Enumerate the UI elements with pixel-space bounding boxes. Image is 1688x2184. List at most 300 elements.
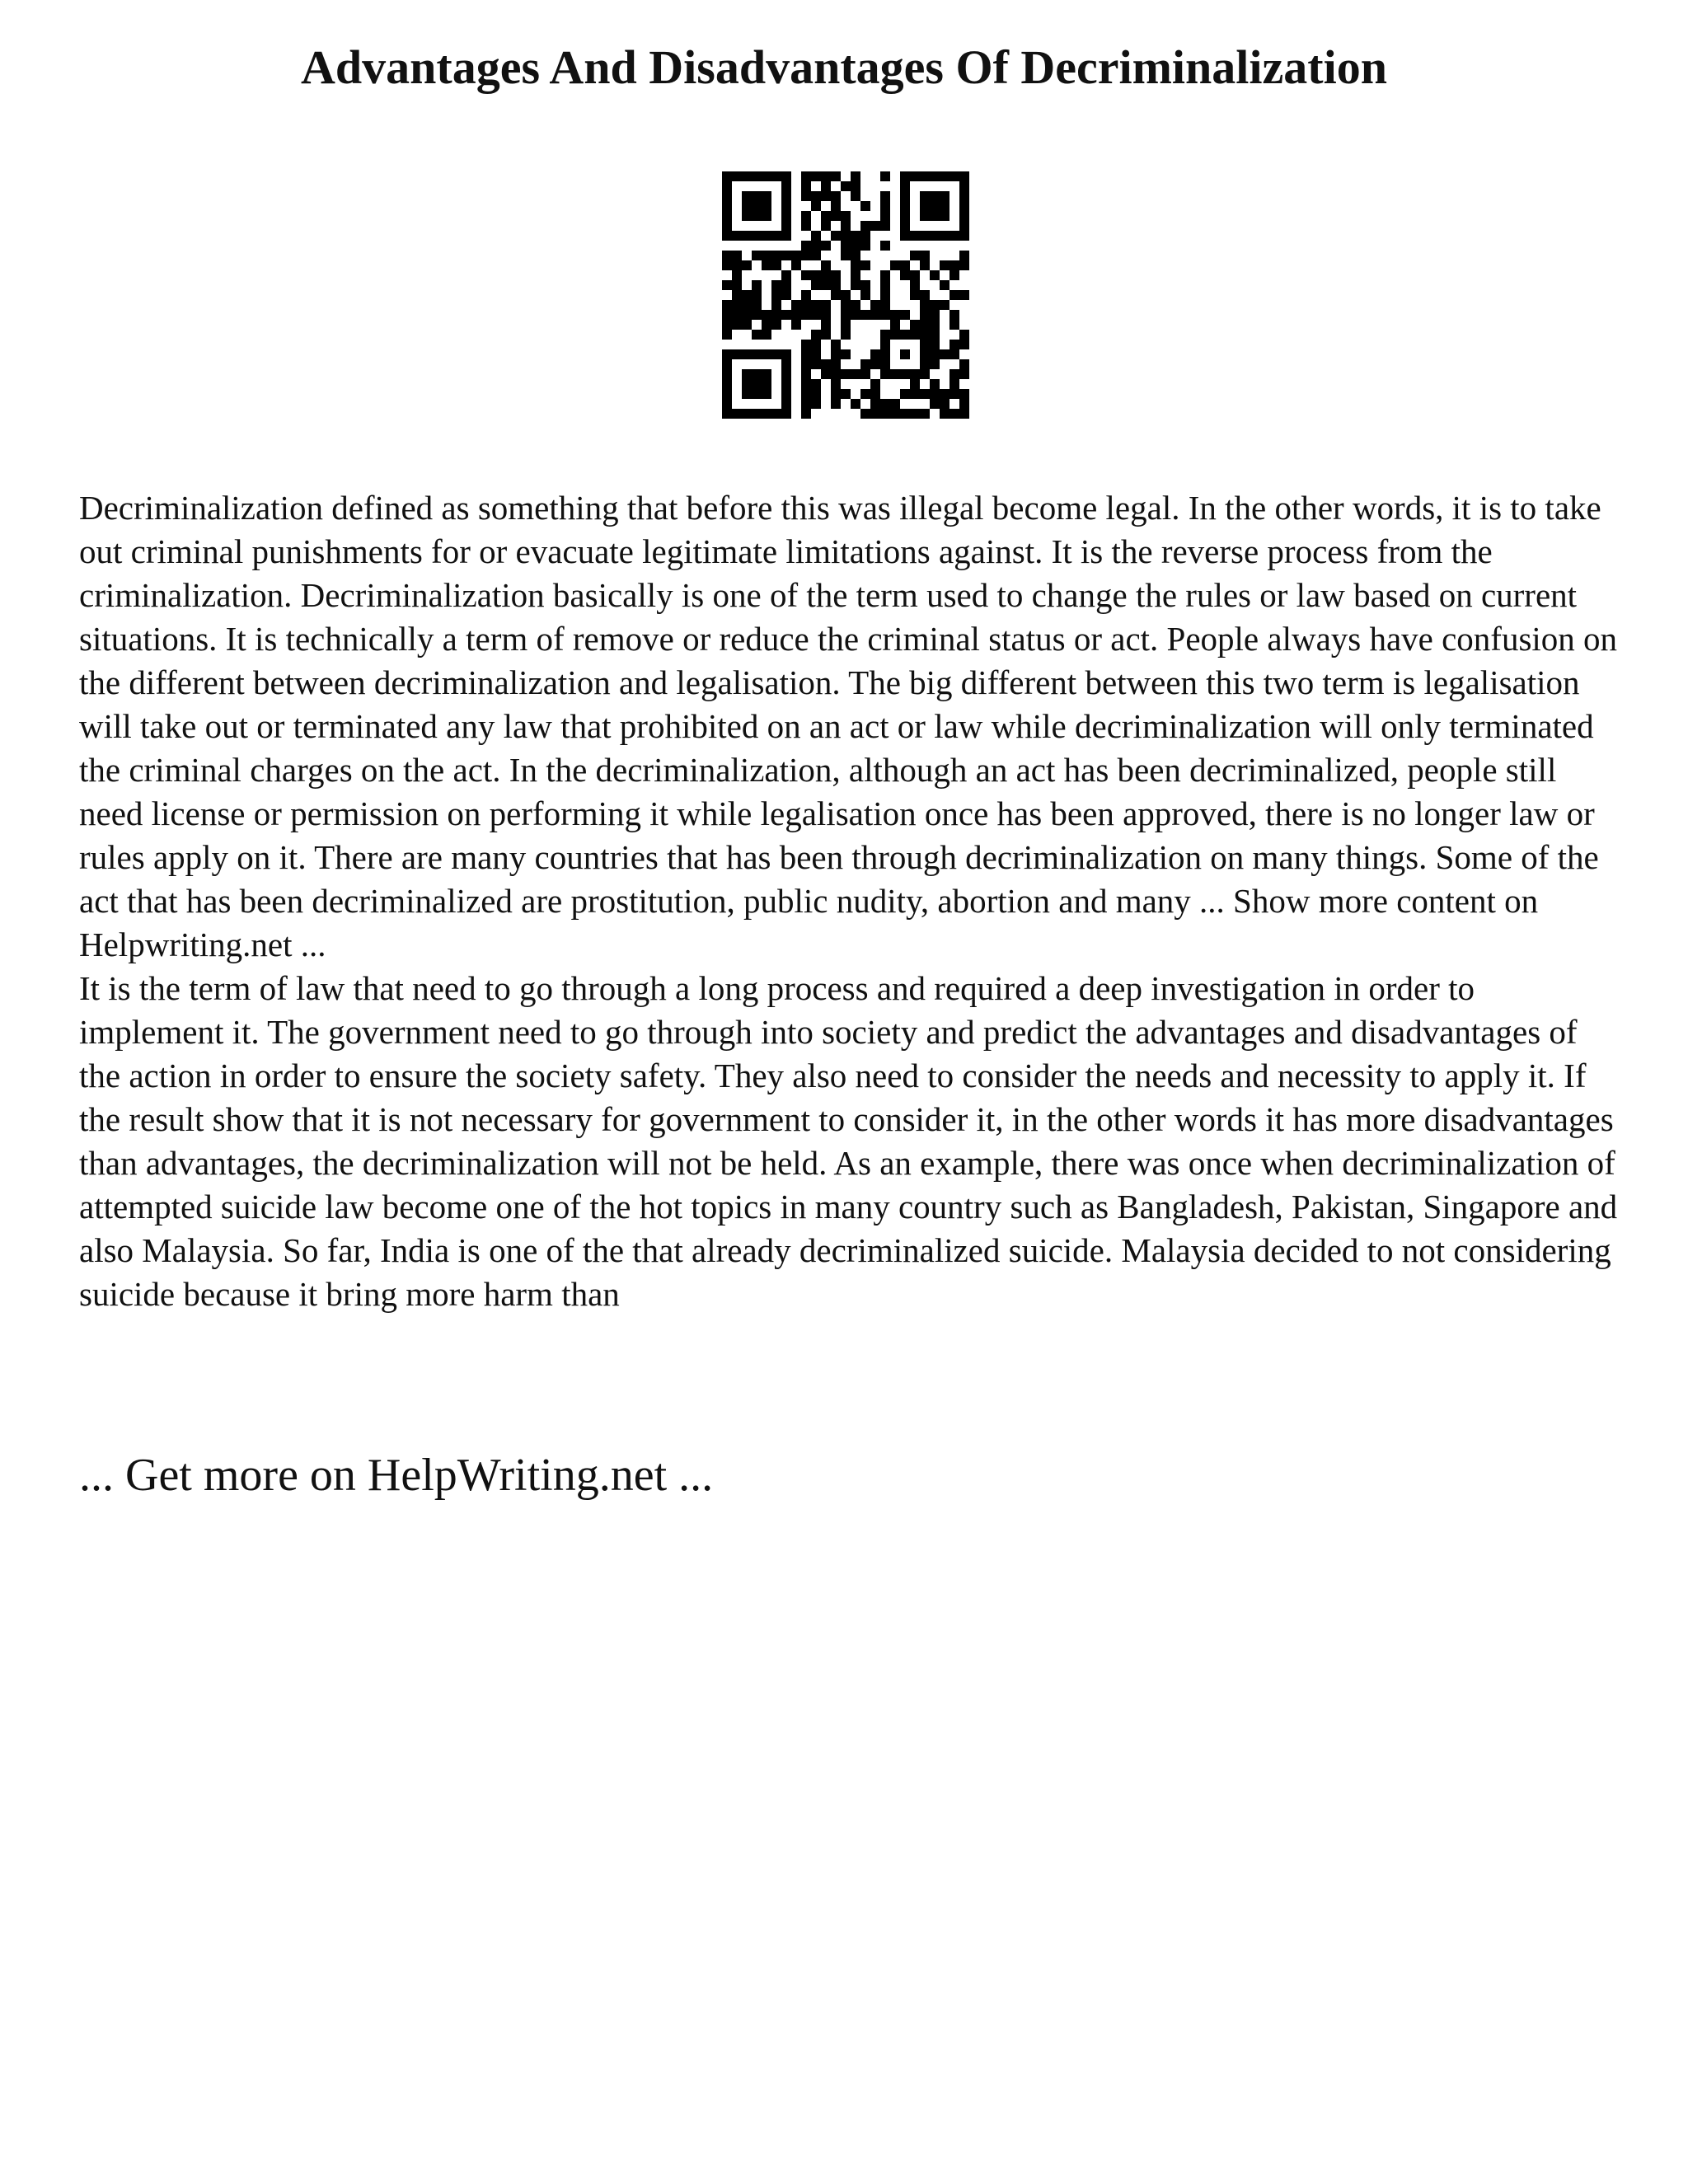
qr-module [831,211,841,221]
qr-module [821,260,831,270]
qr-module [801,409,811,419]
qr-module [870,409,880,419]
qr-module [841,290,851,300]
qr-module [752,191,762,201]
qr-module [722,181,732,191]
qr-module [870,379,880,389]
qr-module [860,389,870,399]
qr-module [732,251,742,260]
qr-module [781,409,791,419]
qr-module [930,300,940,310]
qr-module [742,231,752,241]
qr-module [771,320,781,330]
qr-module [880,369,890,379]
qr-module [880,409,890,419]
qr-module [742,369,752,379]
qr-module [722,320,732,330]
qr-module [920,330,930,340]
article-body [79,486,1620,1316]
qr-module [752,251,762,260]
get-more-link[interactable]: ... Get more on HelpWriting.net ... [79,1450,714,1501]
qr-module [762,349,771,359]
qr-module [781,379,791,389]
qr-module [781,211,791,221]
qr-module [742,379,752,389]
qr-module [920,349,930,359]
qr-module [781,359,791,369]
qr-module [801,369,811,379]
qr-module [841,211,851,221]
qr-module [841,231,851,241]
qr-module [811,280,821,290]
qr-module [880,201,890,211]
qr-module [771,171,781,181]
qr-module [781,349,791,359]
qr-module [781,221,791,231]
qr-module [900,310,910,320]
qr-module [920,251,930,260]
qr-module [959,251,969,260]
qr-module [851,241,860,251]
qr-module [930,340,940,349]
qr-module [722,330,732,340]
qr-module [811,359,821,369]
qr-module [900,389,910,399]
qr-module [950,340,959,349]
qr-module [860,260,870,270]
qr-module [900,409,910,419]
qr-module [732,260,742,270]
qr-module [732,171,742,181]
qr-module [880,359,890,369]
qr-module [811,251,821,260]
qr-module [959,389,969,399]
qr-module [781,251,791,260]
qr-module [742,191,752,201]
qr-module [801,399,811,409]
qr-module [851,280,860,290]
qr-module [821,221,831,231]
qr-module [920,310,930,320]
qr-module [959,221,969,231]
qr-module [722,191,732,201]
qr-module [722,221,732,231]
qr-module [860,231,870,241]
qr-module [940,399,950,409]
qr-module [722,379,732,389]
qr-module [762,310,771,320]
qr-module [959,191,969,201]
qr-module [841,251,851,260]
qr-module [920,300,930,310]
qr-module [870,389,880,399]
qr-module [742,171,752,181]
qr-module [890,320,900,330]
qr-module [771,231,781,241]
qr-module [860,280,870,290]
qr-module [742,320,752,330]
qr-module [722,409,732,419]
qr-module [831,270,841,280]
article-paragraph: It is the term of law that need to go through a long process and required a deep investigation in order to implement it. The government need to go through into society and predict the advantages and disadvantages of the action in order to ensure the society safety. They also need to consider the needs and necessity to apply it. If the result show that it is not necessary for government to consider it, in the other words it has more disadvantages than advantages, the decriminalization will not be held. As an example, there was once when decriminalization of attempted suicide law become one of the hot topics in many country such as Bangladesh, Pakistan, Singapore and also Malaysia. So far, India is one of the that already decriminalized suicide. Malaysia decided to not considering suicide because it bring more harm than [79,969,1618,1313]
qr-module [821,300,831,310]
qr-module [920,191,930,201]
qr-module [781,290,791,300]
qr-module [781,280,791,290]
qr-module [880,290,890,300]
qr-module [910,231,920,241]
qr-module [930,310,940,320]
qr-module [841,300,851,310]
qr-code-graphic [722,171,969,419]
qr-module [851,181,860,191]
qr-module [781,310,791,320]
qr-module [742,201,752,211]
qr-module [722,171,732,181]
qr-module [841,369,851,379]
qr-module [811,171,821,181]
qr-module [910,280,920,290]
qr-module [870,359,880,369]
qr-module [762,201,771,211]
qr-module [900,270,910,280]
qr-module [841,349,851,359]
qr-module [821,330,831,340]
qr-module [762,320,771,330]
qr-module [880,310,890,320]
qr-module [930,171,940,181]
qr-module [811,399,821,409]
qr-module [722,389,732,399]
qr-module [940,300,950,310]
qr-module [722,359,732,369]
qr-module [752,280,762,290]
qr-module [752,379,762,389]
qr-module [870,399,880,409]
qr-module [959,231,969,241]
qr-module [841,241,851,251]
qr-module [860,359,870,369]
qr-module [930,349,940,359]
qr-module [940,389,950,399]
qr-module [732,409,742,419]
qr-module [801,379,811,389]
qr-module [860,310,870,320]
qr-module [742,310,752,320]
qr-module [821,369,831,379]
qr-module [732,300,742,310]
qr-module [722,201,732,211]
qr-module [880,221,890,231]
qr-module [821,241,831,251]
qr-module [860,409,870,419]
qr-module [860,290,870,300]
qr-module [851,191,860,201]
qr-module [910,330,920,340]
qr-module [771,280,781,290]
qr-module [831,280,841,290]
qr-module [880,241,890,251]
qr-module [920,340,930,349]
qr-module [900,211,910,221]
qr-module [762,389,771,399]
qr-module [801,300,811,310]
qr-module [940,409,950,419]
qr-module [950,389,959,399]
qr-module [910,320,920,330]
qr-module [880,349,890,359]
qr-module [920,260,930,270]
qr-module [762,251,771,260]
qr-module [762,409,771,419]
qr-module [950,320,959,330]
qr-module [870,310,880,320]
qr-module [811,241,821,251]
qr-module [762,191,771,201]
qr-module [722,310,732,320]
qr-module [920,320,930,330]
qr-module [930,399,940,409]
qr-module [752,349,762,359]
qr-module [771,260,781,270]
qr-module [801,221,811,231]
qr-module [841,221,851,231]
qr-module [821,270,831,280]
qr-module [722,300,732,310]
qr-module [860,369,870,379]
qr-module [880,300,890,310]
qr-module [920,409,930,419]
qr-module [801,191,811,201]
qr-module [841,330,851,340]
qr-module [781,231,791,241]
qr-module [762,211,771,221]
qr-module [831,191,841,201]
qr-module [722,280,732,290]
qr-module [930,379,940,389]
qr-module [940,191,950,201]
qr-module [870,300,880,310]
qr-module [742,389,752,399]
qr-module [821,181,831,191]
qr-module [920,290,930,300]
qr-module [781,369,791,379]
qr-module [781,270,791,280]
qr-module [791,310,801,320]
qr-module [890,260,900,270]
qr-module [959,290,969,300]
qr-module [910,379,920,389]
qr-module [801,181,811,191]
qr-module [841,181,851,191]
qr-module [959,201,969,211]
qr-module [722,349,732,359]
qr-module [752,389,762,399]
qr-module [890,310,900,320]
qr-module [831,399,841,409]
qr-module [880,399,890,409]
qr-module [811,310,821,320]
qr-module [950,290,959,300]
qr-module [910,171,920,181]
qr-module [860,241,870,251]
qr-module [950,409,959,419]
qr-module [920,389,930,399]
qr-module [791,260,801,270]
qr-module [732,231,742,241]
qr-module [732,320,742,330]
qr-module [920,201,930,211]
qr-module [900,181,910,191]
qr-module [762,330,771,340]
qr-module [742,290,752,300]
qr-module [940,280,950,290]
qr-module [910,270,920,280]
qr-module [762,369,771,379]
qr-module [791,300,801,310]
qr-module [910,409,920,419]
qr-module [781,399,791,409]
qr-module [950,349,959,359]
qr-module [762,260,771,270]
article-paragraph: Decriminalization defined as something that before this was illegal become legal. In the other words, it is to take out criminal punishments for or evacuate legitimate limitations against. It is the reverse process from the criminalization. Decriminalization basically is one of the term used to change the rules or law based on current situations. It is technically a term of remove or reduce the criminal status or act. People always have confusion on the different between decriminalization and legalisation. The big different between this two term is legalisation will take out or terminated any law that prohibited on an act or law while decriminalization will only terminated the criminal charges on the act. In the decriminalization, although an act has been decriminalized, people still need license or permission on performing it while legalisation once has been approved, there is no longer law or rules apply on it. There are many countries that has been through decriminalization on many things. Some of the act that has been decriminalized are prostitution, public nudity, abortion and many ... Show more content on Helpwriting.net ... [79,489,1618,963]
qr-module [821,320,831,330]
qr-module [959,330,969,340]
qr-module [940,349,950,359]
qr-module [851,270,860,280]
qr-module [841,320,851,330]
qr-module [762,379,771,389]
qr-module [722,260,732,270]
qr-module [860,201,870,211]
qr-module [880,280,890,290]
qr-module [959,409,969,419]
qr-module [732,280,742,290]
qr-module [732,270,742,280]
qr-module [890,399,900,409]
qr-module [811,330,821,340]
qr-module [732,290,742,300]
qr-module [801,171,811,181]
qr-module [831,231,841,241]
qr-module [851,399,860,409]
qr-module [771,349,781,359]
qr-module [900,201,910,211]
qr-module [930,270,940,280]
qr-module [821,171,831,181]
qr-module [771,310,781,320]
qr-module [950,270,959,280]
qr-module [959,211,969,221]
qr-module [811,389,821,399]
qr-module [851,310,860,320]
qr-module [722,211,732,221]
qr-module [781,171,791,181]
qr-code-icon [722,171,969,419]
qr-module [811,201,821,211]
qr-module [959,171,969,181]
qr-module [742,409,752,419]
qr-module [831,340,841,349]
qr-module [781,389,791,399]
qr-module [930,389,940,399]
qr-module [900,171,910,181]
qr-module [831,369,841,379]
qr-module [752,171,762,181]
qr-module [860,221,870,231]
qr-module [841,389,851,399]
qr-module [722,399,732,409]
qr-module [920,211,930,221]
qr-module [722,369,732,379]
qr-module [771,251,781,260]
qr-module [930,191,940,201]
qr-module [930,359,940,369]
qr-module [722,251,732,260]
qr-module [880,191,890,201]
qr-module [762,171,771,181]
qr-module [771,290,781,300]
qr-module [801,241,811,251]
qr-module [940,201,950,211]
qr-module [959,359,969,369]
qr-module [752,290,762,300]
qr-module [851,231,860,241]
qr-module [900,221,910,231]
qr-module [831,201,841,211]
qr-module [870,349,880,359]
qr-module [732,310,742,320]
qr-module [752,211,762,221]
qr-module [880,211,890,221]
qr-module [910,290,920,300]
qr-module [771,300,781,310]
qr-module [811,300,821,310]
qr-module [940,171,950,181]
qr-module [880,340,890,349]
qr-module [950,231,959,241]
qr-module [801,290,811,300]
qr-module [801,211,811,221]
qr-module [880,330,890,340]
qr-module [900,260,910,270]
qr-module [752,310,762,320]
qr-module [752,330,762,340]
qr-module [791,251,801,260]
qr-module [959,260,969,270]
qr-module [920,231,930,241]
qr-module [742,349,752,359]
qr-module [762,231,771,241]
qr-module [821,359,831,369]
qr-module [920,171,930,181]
qr-module [851,251,860,260]
qr-module [752,409,762,419]
qr-module [732,349,742,359]
qr-module [959,399,969,409]
qr-module [831,359,841,369]
qr-module [851,260,860,270]
qr-module [781,201,791,211]
qr-module [920,359,930,369]
qr-module [831,171,841,181]
qr-module [900,191,910,201]
qr-module [831,379,841,389]
qr-module [940,211,950,221]
qr-module [940,231,950,241]
qr-module [831,349,841,359]
qr-module [930,320,940,330]
